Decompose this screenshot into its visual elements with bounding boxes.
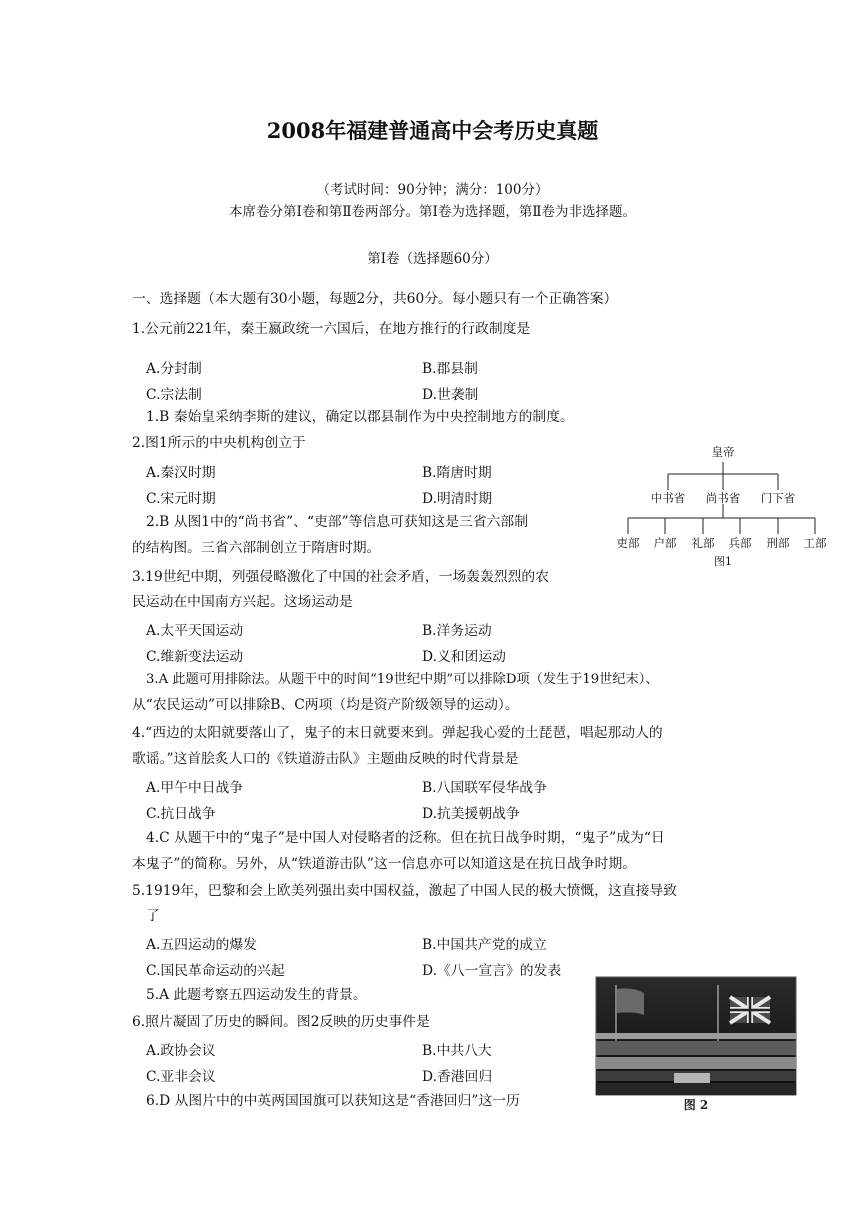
question-4-stem-line1: 4.“西边的太阳就要落山了，鬼子的末日就要来到。弹起我心爱的土琵琶，唱起那动人的 (132, 725, 663, 741)
figure-2-photo (594, 975, 798, 1115)
question-1-option-a: A.分封制 (146, 361, 202, 377)
question-5-option-a: A.五四运动的爆发 (146, 937, 257, 953)
question-1-stem: 1.公元前221年，秦王嬴政统一六国后，在地方推行的行政制度是 (132, 321, 531, 337)
fig1-menxia: 门下省 (760, 491, 796, 505)
question-6-option-a: A.政协会议 (146, 1043, 216, 1059)
question-3-option-c: C.维新变法运动 (146, 649, 244, 665)
question-3-option-a: A.太平天国运动 (146, 623, 244, 639)
question-2-answer-line1: 2.B 从图1中的“尚书省”、“吏部”等信息可获知这是三省六部制 (146, 514, 529, 530)
question-1-option-b: B.郡县制 (422, 361, 478, 377)
fig1-bingbu: 兵部 (728, 536, 752, 550)
question-4-option-d: D.抗美援朝战争 (422, 806, 520, 822)
question-2-answer-line2: 的结构图。三省六部制创立于隋唐时期。 (132, 540, 381, 556)
question-2-option-b: B.隋唐时期 (422, 465, 492, 481)
section-heading: 一、选择题（本大题有30小题，每题2分，共60分。每小题只有一个正确答案） (132, 291, 618, 307)
intro-text: 本席卷分第Ⅰ卷和第Ⅱ卷两部分。第Ⅰ卷为选择题，第Ⅱ卷为非选择题。 (228, 204, 637, 220)
question-6-option-c: C.亚非会议 (146, 1069, 216, 1085)
question-5-answer: 5.A 此题考察五四运动发生的背景。 (146, 987, 367, 1003)
figure-1-diagram (608, 440, 838, 572)
question-5-option-b: B.中国共产党的成立 (422, 937, 547, 953)
question-4-option-b: B.八国联军侵华战争 (422, 780, 547, 796)
question-3-option-b: B.洋务运动 (422, 623, 492, 639)
page-title: 2008年福建普通高中会考历史真题 (266, 118, 599, 143)
question-1-option-d: D.世袭制 (422, 387, 479, 403)
question-6-option-b: B.中共八大 (422, 1043, 492, 1059)
fig1-xingbu: 刑部 (766, 536, 790, 550)
question-1-answer: 1.B 秦始皇采纳李斯的建议，确定以郡县制作为中央控制地方的制度。 (146, 409, 574, 425)
fig1-shangshu: 尚书省 (705, 491, 741, 505)
question-3-answer-line2: 从“农民运动”可以排除B、C两项（均是资产阶级领导的运动）。 (132, 697, 519, 713)
question-6-option-d: D.香港回归 (422, 1069, 493, 1085)
question-4-answer-line1: 4.C 从题干中的“鬼子”是中国人对侵略者的泛称。但在抗日战争时期，“鬼子”成为“日 (146, 830, 665, 846)
question-5-option-d: D.《八一宣言》的发表 (422, 963, 562, 979)
question-4-option-a: A.甲午中日战争 (146, 780, 244, 796)
question-2-option-d: D.明清时期 (422, 491, 493, 507)
question-6-stem: 6.照片凝固了历史的瞬间。图2反映的历史事件是 (132, 1014, 430, 1030)
fig1-zhongshu: 中书省 (650, 491, 686, 505)
fig1-emperor: 皇帝 (711, 445, 735, 459)
question-3-stem-line1: 3.19世纪中期，列强侵略激化了中国的社会矛盾，一场轰轰烈烈的农 (132, 569, 550, 585)
question-1-option-c: C.宗法制 (146, 387, 202, 403)
question-2-stem: 2.图1所示的中央机构创立于 (132, 435, 306, 451)
question-5-stem-line2: 了 (146, 908, 160, 924)
question-4-answer-line2: 本鬼子”的简称。另外，从“铁道游击队”这一信息亦可以知道这是在抗日战争时期。 (132, 856, 637, 872)
fig1-hubu: 户部 (653, 536, 677, 550)
question-5-option-c: C.国民革命运动的兴起 (146, 963, 285, 979)
question-6-answer: 6.D 从图片中的中英两国国旗可以获知这是“香港回归”这一历 (146, 1093, 520, 1109)
fig1-caption: 图1 (714, 555, 732, 568)
question-4-stem-line2: 歌谣。”这首脍炙人口的《铁道游击队》主题曲反映的时代背景是 (132, 751, 519, 767)
fig1-libu-rites: 礼部 (691, 536, 715, 550)
question-3-answer-line1: 3.A 此题可用排除法。从题干中的时间“19世纪中期”可以排除D项（发生于19世纪末）、 (146, 672, 659, 687)
fig2-caption: 图 2 (683, 1098, 709, 1112)
question-3-stem-line2: 民运动在中国南方兴起。这场运动是 (132, 594, 353, 610)
part1-title: 第Ⅰ卷（选择题60分） (367, 251, 498, 267)
question-4-option-c: C.抗日战争 (146, 806, 216, 822)
question-5-stem-line1: 5.1919年，巴黎和会上欧美列强出卖中国权益，激起了中国人民的极大愤慨，这直接导致 (132, 883, 677, 899)
question-3-option-d: D.义和团运动 (422, 649, 506, 665)
question-2-option-a: A.秦汉时期 (146, 465, 216, 481)
exam-info: （考试时间：90分钟；满分：100分） (316, 182, 549, 198)
fig1-libu: 吏部 (616, 536, 640, 550)
question-2-option-c: C.宋元时期 (146, 491, 216, 507)
fig1-gongbu: 工部 (803, 536, 827, 550)
